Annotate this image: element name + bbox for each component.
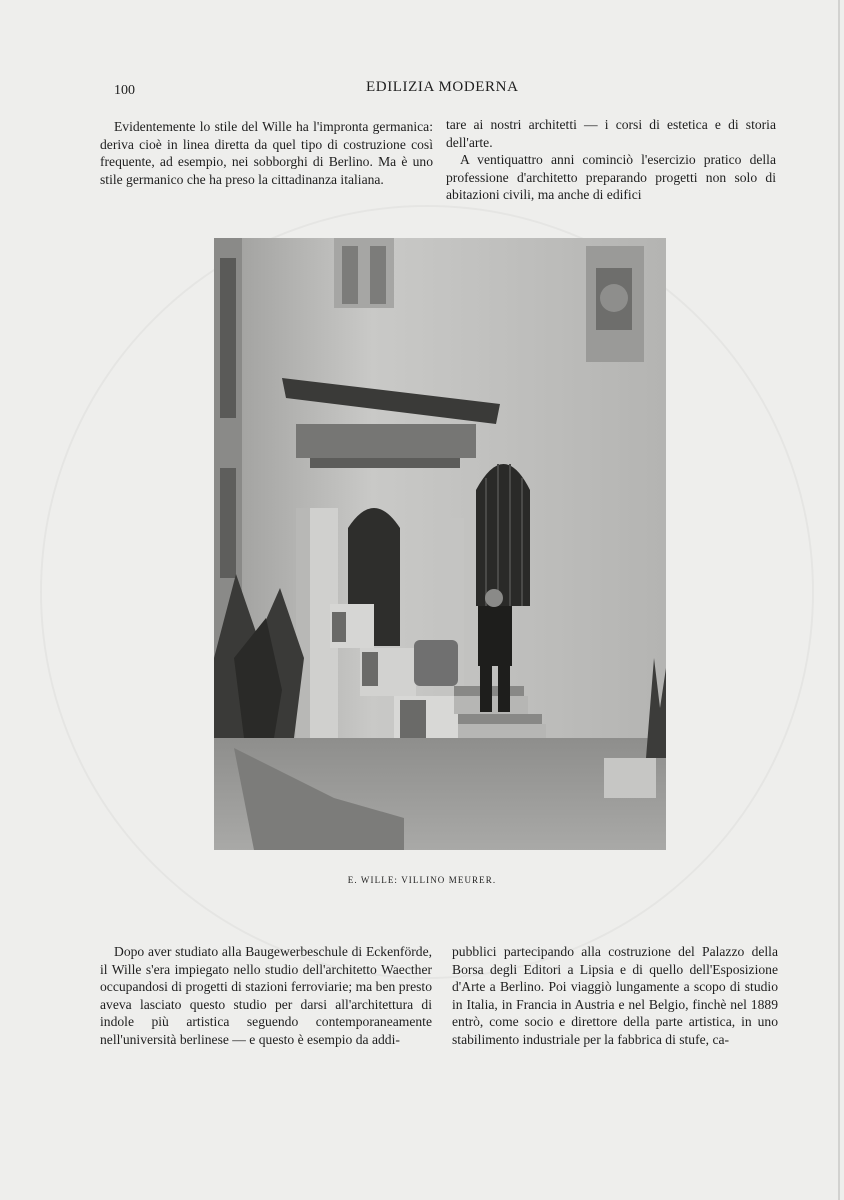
paragraph: A ventiquattro anni cominciò l'esercizio pratico della professione d'architetto preparando progetti non solo di abitazioni civili, ma anche di edifici bbox=[446, 152, 776, 203]
paragraph: Evidentemente lo stile del Wille ha l'impronta germanica: deriva cioè in linea diretta da quel tipo di costruzione così frequente, ad esempio, nei sobborghi di Berlino. Ma è uno stile germanico che ha preso la cittadinanza italiana. bbox=[100, 119, 433, 187]
column-bottom-right bbox=[452, 943, 778, 1049]
column-bottom-left bbox=[100, 943, 432, 1049]
page-edge bbox=[838, 0, 840, 1200]
page-number: 100 bbox=[114, 83, 135, 98]
photo-villino bbox=[214, 238, 666, 850]
paragraph: Dopo aver studiato alla Baugewerbeschule di Eckenförde, il Wille s'era impiegato nello studio dell'architetto Waecther occupandosi di progetti di stazioni ferroviarie; ma ben presto aveva lasciato questo studio per darsi all'architettura di indole più artistica seguendo contemporaneamente nell'università berlinese — e questo è esempio da addi- bbox=[100, 944, 432, 1047]
figure-caption: E. WILLE: VILLINO MEURER. bbox=[347, 875, 497, 885]
paragraph: tare ai nostri architetti — i corsi di estetica e di storia dell'arte. bbox=[446, 117, 776, 150]
column-top-left bbox=[100, 118, 433, 188]
running-head: EDILIZIA MODERNA bbox=[366, 79, 519, 95]
paragraph: pubblici partecipando alla costruzione del Palazzo della Borsa degli Editori a Lipsia e di quello dell'Esposizione d'Arte a Berlino. Poi viaggiò lungamente a scopo di studio in Italia, in Francia in Austria e nel Belgio, finchè nel 1889 entrò, come socio e direttore della parte artistica, in uno stabilimento industriale per la fabbrica di stufe, ca- bbox=[452, 944, 778, 1047]
column-top-right bbox=[446, 116, 776, 204]
